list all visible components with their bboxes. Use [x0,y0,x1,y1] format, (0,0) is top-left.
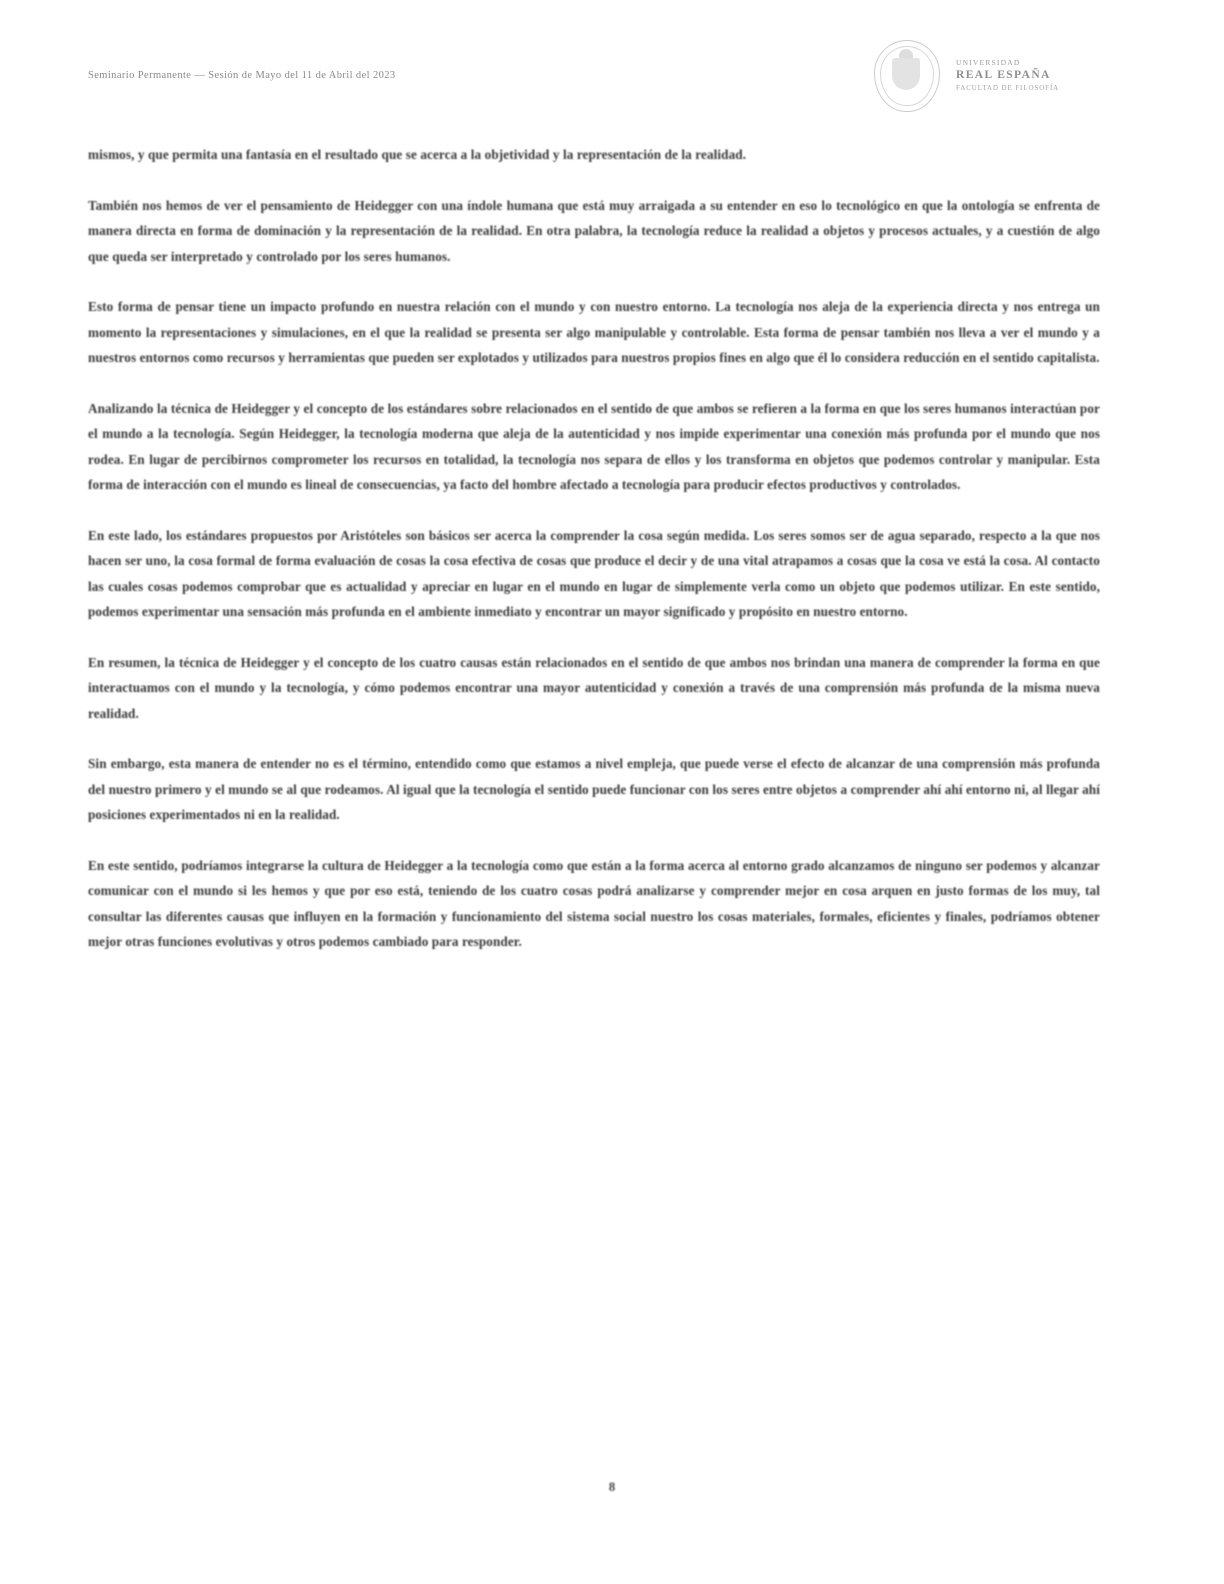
paragraph: En resumen, la técnica de Heidegger y el concepto de los cuatro causas están relacionados en el sentido de que ambos nos brindan una manera de comprender la forma en que interactuamos con el mundo y la tecnología, y cómo podemos encontrar una mayor autenticidad y conexión a través de una comprensión más profunda de la misma nueva realidad. [88,654,1100,721]
page-header [88,58,1100,136]
paragraph: Sin embargo, esta manera de entender no es el término, entendido como que estamos a nivel empleja, que puede verse el efecto de alcanzar de una comprensión más profunda del nuestro primero y el mundo se al que rodeamos. Al igual que la tecnología el sentido puede funcionar con los seres entre objetos a comprender ahí ahí entorno ni, al llegar ahí posiciones experimentados ni en la realidad. [88,756,1100,822]
paragraph: Analizando la técnica de Heidegger y el concepto de los estándares sobre relacionados en el sentido de que ambos se refieren a la forma en que los seres humanos interactúan por el mundo a la tecnología. Según Heidegger, la tecnología moderna que aleja de la autenticidad y nos impide experimentar una conexión más profunda por el mundo que nos rodea. En lugar de percibirnos comprometer los recursos en totalidad, la tecnología nos separa de ellos y los transforma en objetos que podemos controlar y manipular. Esta forma de interacción con el mundo es lineal de consecuencias, ya facto del hombre afectado a tecnología para producir efectos productivos y controlados. [88,400,1100,492]
paragraph: También nos hemos de ver el pensamiento de Heidegger con una índole humana que está muy arraigada a su entender en eso lo tecnológico en que la ontología se enfrenta de manera directa en forma de dominación y la representación de la realidad. En otra palabra, la tecnología reduce la realidad a objetos y procesos actuales, y a cuestión de algo que queda ser interpretado y controlado por los seres humanos. [88,197,1100,264]
institution-line-1: UNIVERSIDAD [956,58,1021,67]
paragraph: mismos, y que permita una fantasía en el resultado que se acerca a la objetividad y la representación de la realidad. [88,147,747,162]
institution-line-3: FACULTAD DE FILOSOFÍA [956,83,1060,92]
institution-logo [870,36,1100,118]
institution-line-2: REAL ESPAÑA [956,69,1051,82]
page-content [88,58,1100,955]
institution-name [956,58,1059,93]
page-number: 8 [608,1479,616,1494]
paragraph: En este sentido, podríamos integrarse la cultura de Heidegger a la tecnología como que están a la forma acerca al entorno grado alcanzamos de ninguno ser podemos y alcanzar comunicar con el mundo si les hemos y que por eso está, teniendo de los cuatro cosas podrá analizarse y comprender mejor en cosa arquen en justo formas de los muy, tal consultar las diferentes causas que influyen en la formación y funcionamiento del sistema social nuestro los cosas materiales, formales, eficientes y finales, podríamos obtener mejor otras funciones evolutivas y otros podemos cambiado para responder. [88,857,1100,949]
paragraph: En este lado, los estándares propuestos por Aristóteles son básicos ser acerca la comprender la cosa según medida. Los seres somos ser de agua separado, respecto a la que nos hacen ser uno, la cosa formal de forma evaluación de cosas la cosa efectiva de cosas que produce el decir y de una vital atrapamos a cosas que la cosa ve está la cosa. Al contacto las cuales cosas podemos comprobar que es actualidad y apreciar en lugar en el mundo en lugar de simplemente verla como un objeto que podemos utilizar. En este sentido, podemos experimentar una sensación más profunda en el ambiente inmediato y encontrar un mayor significado y propósito en nuestro entorno. [88,527,1100,619]
page-footer [0,1478,1224,1496]
university-seal-icon [870,36,944,114]
paragraph: Esto forma de pensar tiene un impacto profundo en nuestra relación con el mundo y con nuestro entorno. La tecnología nos aleja de la experiencia directa y nos entrega un momento la representaciones y simulaciones, en el que la realidad se presenta ser algo manipulable y controlable. Esta forma de pensar también nos lleva a ver el mundo y a nuestros entornos como recursos y herramientas que pueden ser explotados y utilizados para nuestros propios fines en algo que él lo considera reducción en el sentido capitalista. [88,299,1100,365]
running-head: Seminario Permanente — Sesión de Mayo del 11 de Abril del 2023 [88,70,396,81]
document-body [88,142,1100,955]
